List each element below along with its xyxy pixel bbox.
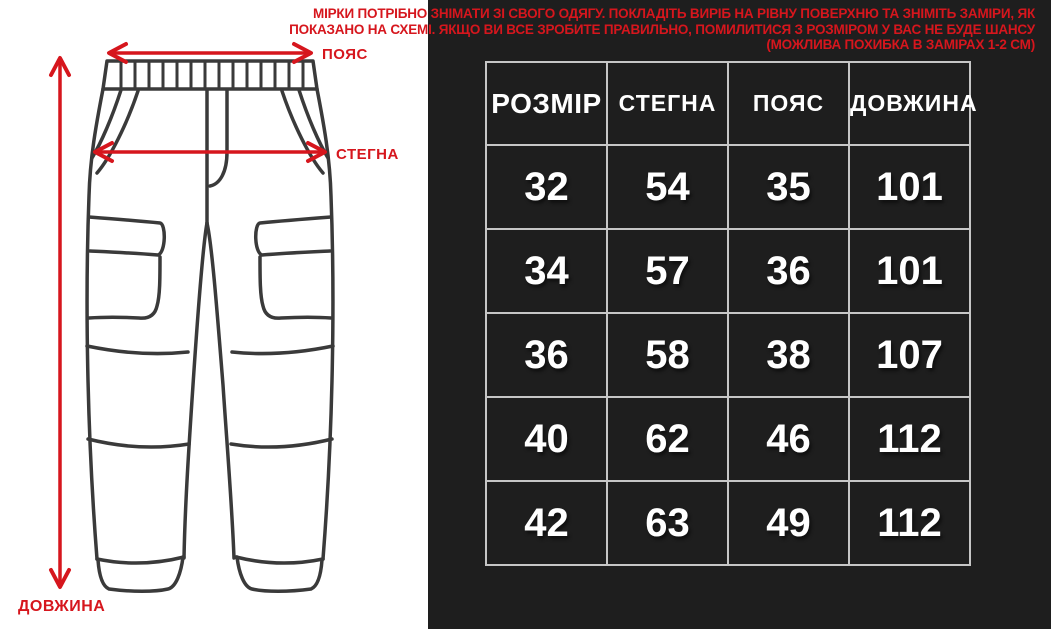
- right-inseam: [207, 223, 234, 558]
- size-cell: 112: [849, 481, 970, 565]
- size-row: [486, 145, 970, 229]
- header-size: РОЗМІР: [486, 62, 607, 145]
- size-cell: 38: [728, 313, 849, 397]
- size-cell: 40: [486, 397, 607, 481]
- left-outer-seam: [87, 89, 103, 559]
- size-cell: 107: [849, 313, 970, 397]
- instruction-line-2: ПОКАЗАНО НА СХЕМІ. ЯКЩО ВИ ВСЕ ЗРОБИТЕ ПРАВИЛЬНО, ПОМИЛИТИСЯ З РОЗМІРОМ У ВАС НЕ БУДЕ ШАНСУ: [289, 21, 1035, 37]
- fly-seam: [207, 90, 227, 223]
- pants-diagram: [0, 0, 428, 629]
- header-waist: ПОЯС: [728, 62, 849, 145]
- size-cell: 32: [486, 145, 607, 229]
- size-table: [485, 61, 978, 566]
- pants-outline: [87, 61, 333, 591]
- instruction-line-3: (МОЖЛИВА ПОХИБКА В ЗАМІРАХ 1-2 СМ): [766, 37, 1035, 52]
- size-cell: 57: [607, 229, 728, 313]
- instruction-line-1: МІРКИ ПОТРІБНО ЗНІМАТИ ЗІ СВОГО ОДЯГУ. ПОКЛАДІТЬ ВИРІБ НА РІВНУ ПОВЕРХНЮ ТА ЗНІМІТЬ ЗАМІРИ, ЯК: [313, 6, 1035, 21]
- leg-seams: [87, 346, 333, 447]
- left-inseam: [184, 223, 207, 558]
- cargo-pocket-right: [256, 217, 331, 318]
- size-cell: 36: [728, 229, 849, 313]
- size-row: [486, 313, 970, 397]
- length-label: ДОВЖИНА: [18, 598, 106, 615]
- size-table-header-row: [486, 62, 970, 145]
- size-cell: 58: [607, 313, 728, 397]
- hips-arrow: [95, 143, 325, 161]
- size-cell: 63: [607, 481, 728, 565]
- size-cell: 34: [486, 229, 607, 313]
- size-row: [486, 229, 970, 313]
- size-cell: 49: [728, 481, 849, 565]
- right-outer-seam: [317, 89, 333, 559]
- hips-label: СТЕГНА: [336, 146, 399, 163]
- size-row: [486, 397, 970, 481]
- size-cell: 46: [728, 397, 849, 481]
- size-cell: 35: [728, 145, 849, 229]
- size-cell: 36: [486, 313, 607, 397]
- size-cell: 101: [849, 229, 970, 313]
- waist-label: ПОЯС: [322, 46, 368, 63]
- waistband: [103, 61, 317, 89]
- ankle-cuffs: [97, 557, 323, 591]
- header-hips: СТЕГНА: [607, 62, 728, 145]
- header-length: ДОВЖИНА: [849, 62, 970, 145]
- size-cell: 101: [849, 145, 970, 229]
- size-cell: 62: [607, 397, 728, 481]
- size-cell: 112: [849, 397, 970, 481]
- cargo-pocket-left: [89, 217, 164, 318]
- side-pockets: [92, 90, 328, 173]
- instructions-heading: [0, 6, 1035, 53]
- measurement-diagram-panel: [0, 0, 428, 629]
- size-row: [486, 481, 970, 565]
- size-cell: 54: [607, 145, 728, 229]
- size-cell: 42: [486, 481, 607, 565]
- length-arrow: [51, 58, 69, 587]
- waistband-ribs: [121, 62, 303, 88]
